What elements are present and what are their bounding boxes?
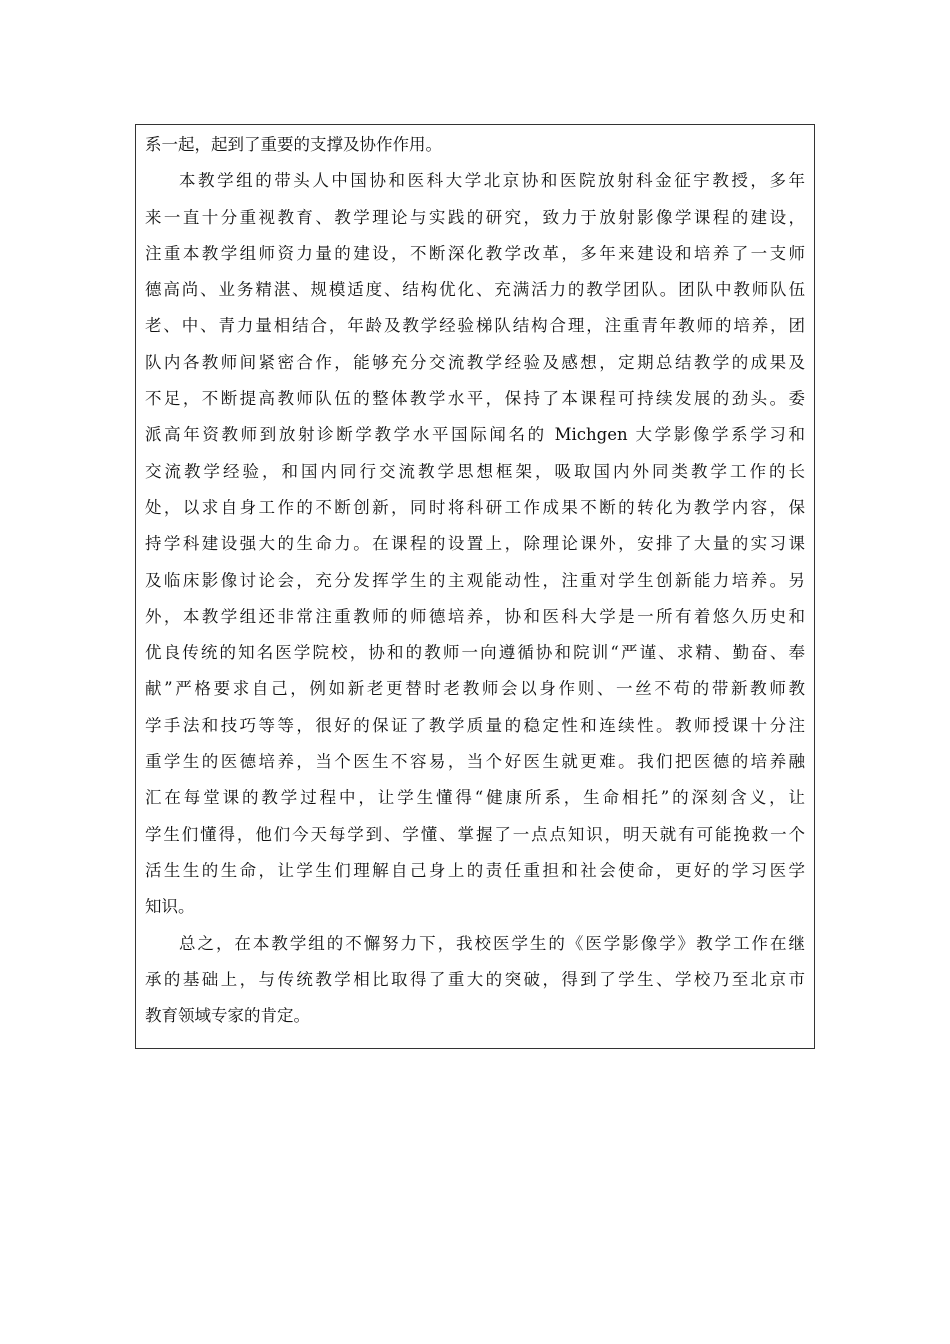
paragraph-last-line: 知识。 <box>145 897 195 917</box>
text-line: 持学科建设强大的生命力。在课程的设置上，除理论课外，安排了大量的实习课 <box>145 534 805 554</box>
text-line: 德高尚、业务精湛、规模适度、结构优化、充满活力的教学团队。团队中教师队伍 <box>145 280 805 300</box>
text-line: 来一直十分重视教育、教学理论与实践的研究，致力于放射影像学课程的建设， <box>145 207 805 227</box>
text-line: 交流教学经验，和国内同行交流教学思想框架，吸取国内外同类教学工作的长 <box>145 461 805 481</box>
paragraph-first-line: 本教学组的带头人中国协和医科大学北京协和医院放射科金征宇教授，多年 <box>179 171 805 191</box>
text-line: 外，本教学组还非常注重教师的师德培养，协和医科大学是一所有着悠久历史和 <box>145 606 805 626</box>
text-line: 队内各教师间紧密合作，能够充分交流教学经验及感想，定期总结教学的成果及 <box>145 352 805 372</box>
text-line: 不足，不断提高教师队伍的整体教学水平，保持了本课程可持续发展的劲头。委 <box>145 389 805 409</box>
text-line: 老、中、青力量相结合，年龄及教学经验梯队结构合理，注重青年教师的培养，团 <box>145 316 805 336</box>
text-line: 学生们懂得，他们今天每学到、学懂、掌握了一点点知识，明天就有可能挽救一个 <box>145 824 805 844</box>
text-line: 系一起，起到了重要的支撑及协作作用。 <box>145 135 442 154</box>
paragraph-first-line: 总之，在本教学组的不懈努力下，我校医学生的《医学影像学》教学工作在继 <box>179 933 805 953</box>
text-line: 献”严格要求自己，例如新老更替时老教师会以身作则、一丝不苟的带新教师教 <box>145 679 805 699</box>
text-line: 汇在每堂课的教学过程中，让学生懂得“健康所系，生命相托”的深刻含义，让 <box>145 788 805 808</box>
text-line: 学手法和技巧等等，很好的保证了教学质量的稳定性和连续性。教师授课十分注 <box>145 715 805 735</box>
text-frame <box>135 124 815 1049</box>
text-line: 注重本教学组师资力量的建设，不断深化教学改革，多年来建设和培养了一支师 <box>145 243 805 263</box>
paragraph-last-line: 教育领域专家的肯定。 <box>145 1006 310 1026</box>
text-line: 及临床影像讨论会，充分发挥学生的主观能动性，注重对学生创新能力培养。另 <box>145 570 805 590</box>
text-line: 活生生的生命，让学生们理解自己身上的责任重担和社会使命，更好的学习医学 <box>145 860 805 880</box>
text-line: 处，以求自身工作的不断创新，同时将科研工作成果不断的转化为教学内容，保 <box>145 497 805 517</box>
text-line: 优良传统的知名医学院校，协和的教师一向遵循协和院训“严谨、求精、勤奋、奉 <box>145 643 805 663</box>
text-line: 承的基础上，与传统教学相比取得了重大的突破，得到了学生、学校乃至北京市 <box>145 969 805 989</box>
text-line: 重学生的医德培养，当个医生不容易，当个好医生就更难。我们把医德的培养融 <box>145 752 805 772</box>
text-line: 派高年资教师到放射诊断学教学水平国际闻名的 Michgen 大学影像学系学习和 <box>145 425 805 445</box>
